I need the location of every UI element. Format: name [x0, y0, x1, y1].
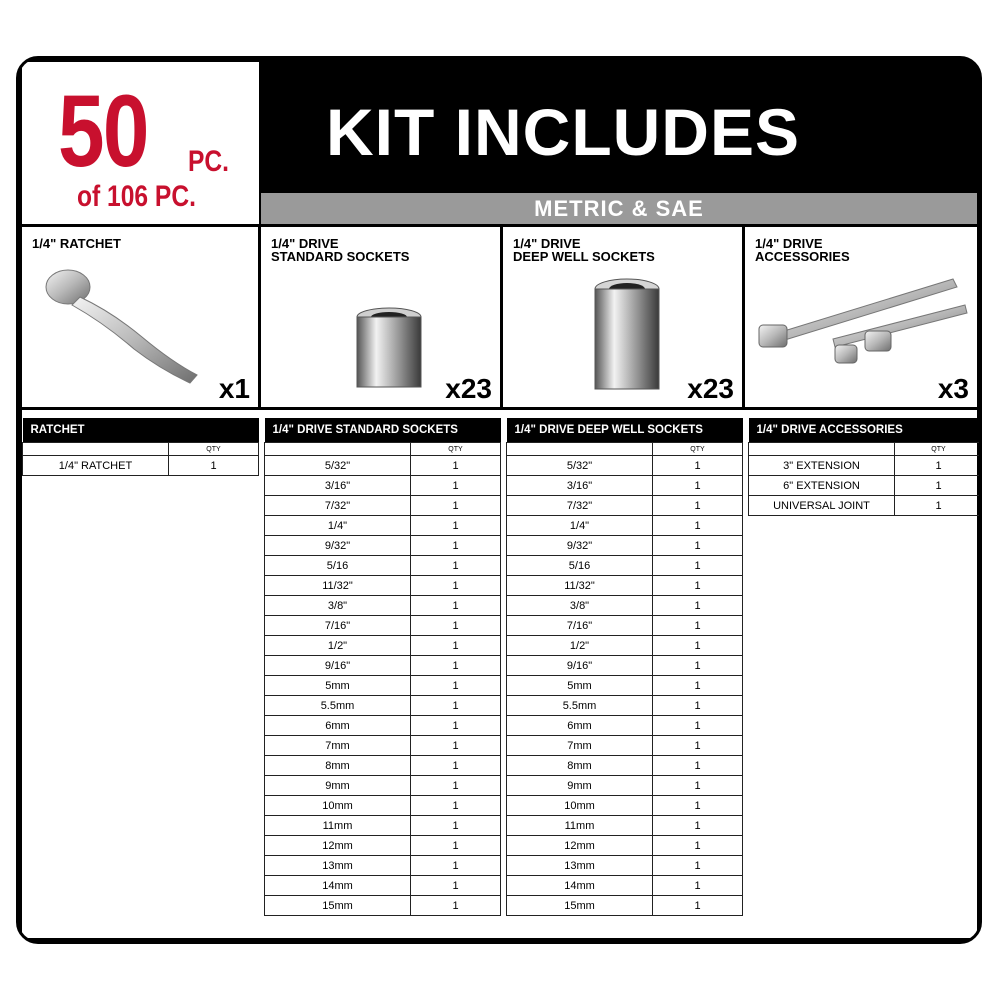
table-row [507, 776, 743, 796]
item-name: 1/2" [265, 636, 411, 656]
table-row [749, 456, 983, 476]
table-row [265, 896, 501, 916]
item-name: 5.5mm [265, 696, 411, 716]
product-title: 1/4" DRIVE ACCESSORIES [755, 236, 850, 264]
table-row [265, 636, 501, 656]
table-row [507, 536, 743, 556]
table-row [265, 536, 501, 556]
item-qty: 1 [653, 896, 743, 916]
table-row [265, 856, 501, 876]
pc-label: PC. [188, 145, 230, 178]
table-row [507, 576, 743, 596]
item-qty: 1 [411, 576, 501, 596]
item-qty: 1 [411, 556, 501, 576]
table-row [507, 856, 743, 876]
table-row [507, 636, 743, 656]
item-name: 7/16" [507, 616, 653, 636]
item-name: 7mm [507, 736, 653, 756]
deep-socket-icon [587, 277, 667, 397]
item-name: 12mm [265, 836, 411, 856]
table-row [265, 696, 501, 716]
blank-header-cell [23, 443, 169, 456]
item-qty: 1 [411, 656, 501, 676]
table-row [749, 476, 983, 496]
item-qty: 1 [653, 816, 743, 836]
item-name: 5mm [507, 676, 653, 696]
item-qty: 1 [653, 736, 743, 756]
blank-header-cell [507, 443, 653, 456]
table-row [265, 816, 501, 836]
table-row [507, 596, 743, 616]
item-name: 14mm [507, 876, 653, 896]
table-row [265, 656, 501, 676]
contents-tables [22, 410, 977, 938]
item-qty: 1 [411, 676, 501, 696]
item-name: 9mm [507, 776, 653, 796]
item-qty: 1 [411, 876, 501, 896]
item-name: 6mm [507, 716, 653, 736]
table-row [507, 656, 743, 676]
table-row [507, 696, 743, 716]
qty-header: QTY [895, 443, 983, 456]
item-qty: 1 [653, 516, 743, 536]
item-name: 3" EXTENSION [749, 456, 895, 476]
qty-header: QTY [169, 443, 259, 456]
table-title: 1/4" DRIVE DEEP WELL SOCKETS [507, 418, 743, 443]
item-qty: 1 [411, 696, 501, 716]
item-qty: 1 [653, 616, 743, 636]
table-row [749, 496, 983, 516]
table-row [265, 836, 501, 856]
blank-header-cell [749, 443, 895, 456]
item-qty: 1 [169, 456, 259, 476]
item-name: 5mm [265, 676, 411, 696]
table-title: 1/4" DRIVE ACCESSORIES [749, 418, 983, 443]
product-qty: x23 [445, 373, 492, 404]
item-qty: 1 [411, 616, 501, 636]
item-qty: 1 [411, 636, 501, 656]
item-name: 7/32" [507, 496, 653, 516]
contents-table [748, 418, 982, 516]
item-name: 3/8" [507, 596, 653, 616]
item-name: 11/32" [507, 576, 653, 596]
metric-sae-band: METRIC & SAE [261, 193, 977, 224]
table-row [265, 456, 501, 476]
item-name: 13mm [507, 856, 653, 876]
product-title: 1/4" DRIVE STANDARD SOCKETS [271, 236, 410, 264]
item-qty: 1 [653, 556, 743, 576]
table-row [265, 736, 501, 756]
item-name: 13mm [265, 856, 411, 876]
item-name: 5/32" [507, 456, 653, 476]
item-name: 8mm [507, 756, 653, 776]
item-qty: 1 [653, 576, 743, 596]
item-qty: 1 [411, 776, 501, 796]
item-name: 6" EXTENSION [749, 476, 895, 496]
product-qty: x23 [687, 373, 734, 404]
piece-count: 50 [58, 74, 148, 188]
total-count-label: of 106 PC. [77, 180, 196, 213]
item-qty: 1 [411, 856, 501, 876]
product-title: 1/4" RATCHET [32, 236, 121, 251]
table-row [507, 496, 743, 516]
product-qty: x3 [937, 373, 969, 404]
table-row [507, 456, 743, 476]
item-qty: 1 [895, 456, 983, 476]
item-name: 3/8" [265, 596, 411, 616]
item-name: 3/16" [265, 476, 411, 496]
table-row [265, 496, 501, 516]
item-name: 5/16 [265, 556, 411, 576]
item-qty: 1 [411, 496, 501, 516]
product-cell-deep-well-sockets [503, 227, 742, 407]
item-qty: 1 [653, 876, 743, 896]
item-name: 9/16" [507, 656, 653, 676]
table-row [507, 756, 743, 776]
item-qty: 1 [895, 496, 983, 516]
table-row [265, 596, 501, 616]
item-name: 1/4" RATCHET [23, 456, 169, 476]
blank-header-cell [265, 443, 411, 456]
item-qty: 1 [411, 456, 501, 476]
item-name: 15mm [507, 896, 653, 916]
item-name: 3/16" [507, 476, 653, 496]
table-row [507, 476, 743, 496]
contents-table [22, 418, 259, 476]
item-name: 9/32" [507, 536, 653, 556]
item-qty: 1 [411, 756, 501, 776]
item-qty: 1 [653, 476, 743, 496]
item-name: 9/32" [265, 536, 411, 556]
table-row [507, 896, 743, 916]
item-qty: 1 [653, 536, 743, 556]
table-row [507, 836, 743, 856]
item-name: 1/2" [507, 636, 653, 656]
table-row [507, 876, 743, 896]
item-qty: 1 [653, 456, 743, 476]
item-name: 7mm [265, 736, 411, 756]
item-name: 10mm [507, 796, 653, 816]
table-row [265, 716, 501, 736]
item-name: 6mm [265, 716, 411, 736]
item-qty: 1 [653, 776, 743, 796]
item-name: 5/32" [265, 456, 411, 476]
item-name: 9mm [265, 776, 411, 796]
table-row [507, 816, 743, 836]
item-qty: 1 [653, 636, 743, 656]
table-row [265, 476, 501, 496]
table-row [507, 556, 743, 576]
item-name: 7/16" [265, 616, 411, 636]
table-title: 1/4" DRIVE STANDARD SOCKETS [265, 418, 501, 443]
item-qty: 1 [653, 676, 743, 696]
item-qty: 1 [411, 796, 501, 816]
item-qty: 1 [411, 536, 501, 556]
item-name: 5/16 [507, 556, 653, 576]
item-name: 12mm [507, 836, 653, 856]
qty-header: QTY [653, 443, 743, 456]
table-row [265, 776, 501, 796]
item-qty: 1 [653, 596, 743, 616]
item-qty: 1 [411, 716, 501, 736]
item-qty: 1 [411, 736, 501, 756]
item-name: 11/32" [265, 576, 411, 596]
item-name: 11mm [507, 816, 653, 836]
item-qty: 1 [653, 856, 743, 876]
item-qty: 1 [653, 696, 743, 716]
piece-count-box [22, 62, 259, 224]
item-qty: 1 [411, 836, 501, 856]
product-title: 1/4" DRIVE DEEP WELL SOCKETS [513, 236, 655, 264]
item-qty: 1 [653, 756, 743, 776]
item-qty: 1 [411, 596, 501, 616]
item-qty: 1 [653, 496, 743, 516]
item-qty: 1 [411, 476, 501, 496]
table-row [507, 796, 743, 816]
item-name: UNIVERSAL JOINT [749, 496, 895, 516]
item-name: 1/4" [507, 516, 653, 536]
table-row [265, 616, 501, 636]
item-qty: 1 [653, 836, 743, 856]
accessories-icon [753, 277, 973, 367]
kit-panel [16, 56, 982, 944]
table-row [265, 876, 501, 896]
ratchet-icon [42, 257, 202, 387]
contents-table [506, 418, 743, 916]
table-row [265, 516, 501, 536]
item-qty: 1 [653, 656, 743, 676]
item-qty: 1 [653, 796, 743, 816]
product-qty: x1 [218, 373, 250, 404]
item-name: 8mm [265, 756, 411, 776]
table-row [265, 576, 501, 596]
table-row [265, 556, 501, 576]
standard-socket-icon [349, 307, 429, 397]
table-row [507, 616, 743, 636]
product-cell-accessories [745, 227, 977, 407]
table-row [265, 756, 501, 776]
item-name: 10mm [265, 796, 411, 816]
item-name: 1/4" [265, 516, 411, 536]
contents-table [264, 418, 501, 916]
table-row [265, 676, 501, 696]
table-title: RATCHET [23, 418, 259, 443]
item-name: 7/32" [265, 496, 411, 516]
item-qty: 1 [895, 476, 983, 496]
item-name: 5.5mm [507, 696, 653, 716]
table-row [507, 516, 743, 536]
item-qty: 1 [411, 816, 501, 836]
table-row [507, 676, 743, 696]
table-row [507, 736, 743, 756]
product-cell-ratchet [22, 227, 258, 407]
item-name: 11mm [265, 816, 411, 836]
item-name: 9/16" [265, 656, 411, 676]
table-row [265, 796, 501, 816]
table-row [507, 716, 743, 736]
item-name: 15mm [265, 896, 411, 916]
item-qty: 1 [411, 896, 501, 916]
item-qty: 1 [411, 516, 501, 536]
product-cell-standard-sockets [261, 227, 500, 407]
kit-includes-title: KIT INCLUDES [326, 95, 800, 169]
item-name: 14mm [265, 876, 411, 896]
table-row [23, 456, 259, 476]
item-qty: 1 [653, 716, 743, 736]
qty-header: QTY [411, 443, 501, 456]
